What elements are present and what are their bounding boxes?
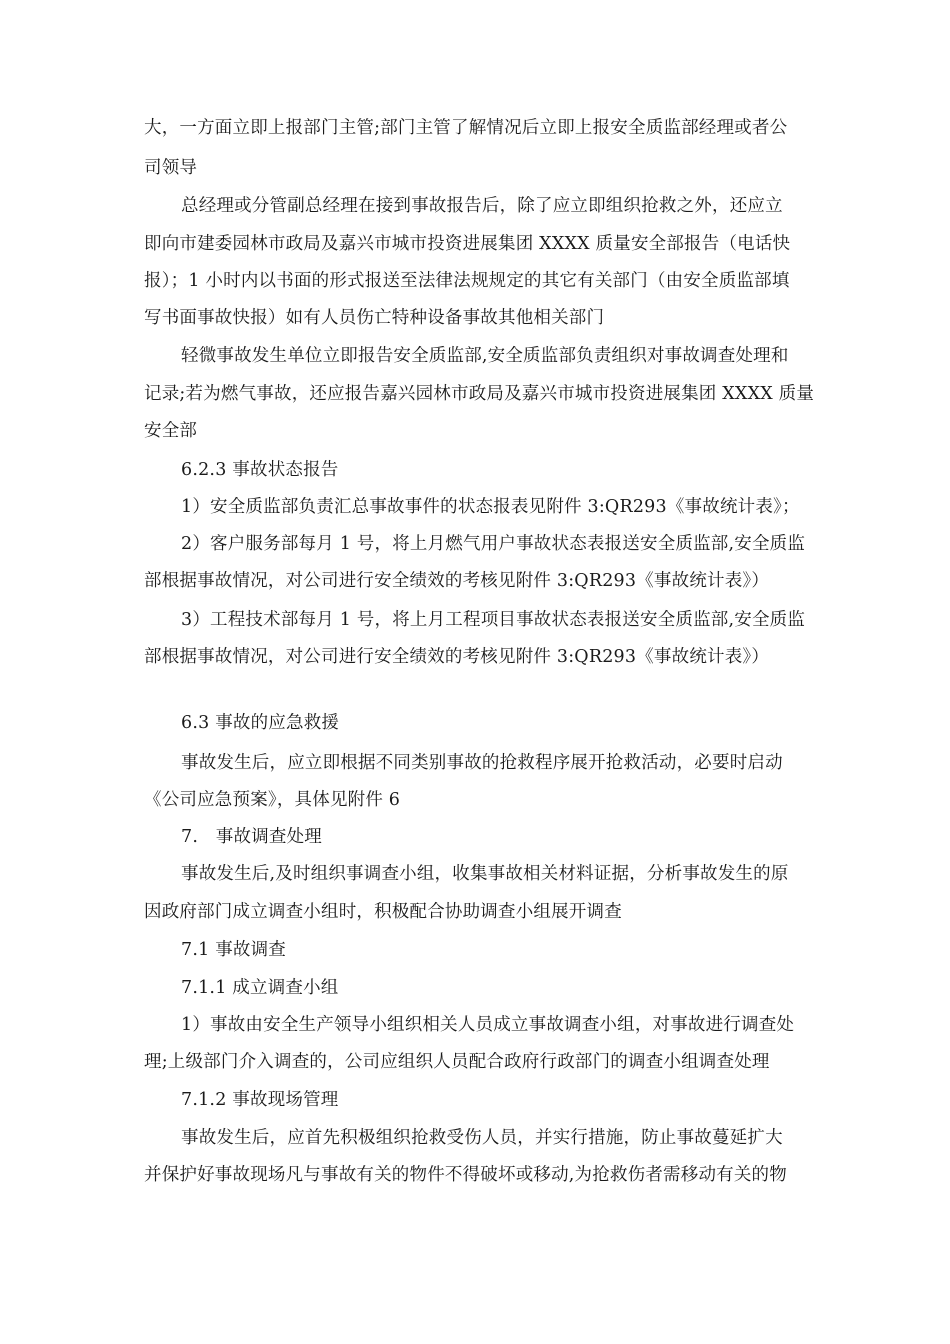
text-line: 并保护好事故现场凡与事故有关的物件不得破坏或移动,为抢救伤者需移动有关的物 [144,1165,787,1185]
section-heading: 6.2.3 事故状态报告 [181,460,339,480]
text-line: 即向市建委园林市政局及嘉兴市城市投资进展集团 XXXX 质量安全部报告（电话快 [144,234,791,254]
section-heading: 6.3 事故的应急救援 [181,713,340,733]
text-line: 2）客户服务部每月 1 号，将上月燃气用户事故状态表报送安全质监部,安全质监 [181,534,806,554]
text-line: 1）事故由安全生产领导小组织相关人员成立事故调查小组，对事故进行调查处 [181,1015,795,1035]
text-line: 事故发生后,及时组织事调查小组，收集事故相关材料证据，分析事故发生的原 [181,864,789,884]
text-line: 司领导 [144,158,198,178]
section-heading: 7.1 事故调查 [181,940,286,960]
text-line: 因政府部门成立调查小组时，积极配合协助调查小组展开调查 [144,902,622,922]
section-heading: 7. 事故调查处理 [181,827,322,847]
text-line: 事故发生后，应首先积极组织抢救受伤人员，并实行措施，防止事故蔓延扩大 [181,1128,783,1148]
text-line: 记录;若为燃气事故，还应报告嘉兴园林市政局及嘉兴市城市投资进展集团 XXXX 质量 [144,384,815,404]
section-heading: 7.1.1 成立调查小组 [181,978,339,998]
text-line: 部根据事故情况，对公司进行安全绩效的考核见附件 3:QR293《事故统计表》） [144,571,770,591]
section-heading: 7.1.2 事故现场管理 [181,1090,339,1110]
text-line: 《公司应急预案》，具体见附件 6 [144,790,401,810]
text-line: 大，一方面立即上报部门主管;部门主管了解情况后立即上报安全质监部经理或者公 [144,118,788,138]
text-line: 报）；1 小时内以书面的形式报送至法律法规规定的其它有关部门（由安全质监部填 [144,271,790,291]
text-line: 部根据事故情况，对公司进行安全绩效的考核见附件 3:QR293《事故统计表》） [144,647,770,667]
text-line: 1）安全质监部负责汇总事故事件的状态报表见附件 3:QR293《事故统计表》； [181,497,800,517]
text-line: 轻微事故发生单位立即报告安全质监部,安全质监部负责组织对事故调查处理和 [181,346,789,366]
text-line: 写书面事故快报）如有人员伤亡特种设备事故其他相关部门 [144,308,605,328]
text-line: 事故发生后，应立即根据不同类别事故的抢救程序展开抢救活动，必要时启动 [181,753,783,773]
text-line: 3）工程技术部每月 1 号，将上月工程项目事故状态表报送安全质监部,安全质监 [181,610,806,630]
text-line: 理;上级部门介入调查的，公司应组织人员配合政府行政部门的调查小组调查处理 [144,1052,770,1072]
text-line: 总经理或分管副总经理在接到事故报告后，除了应立即组织抢救之外，还应立 [181,196,783,216]
text-line: 安全部 [144,421,198,441]
